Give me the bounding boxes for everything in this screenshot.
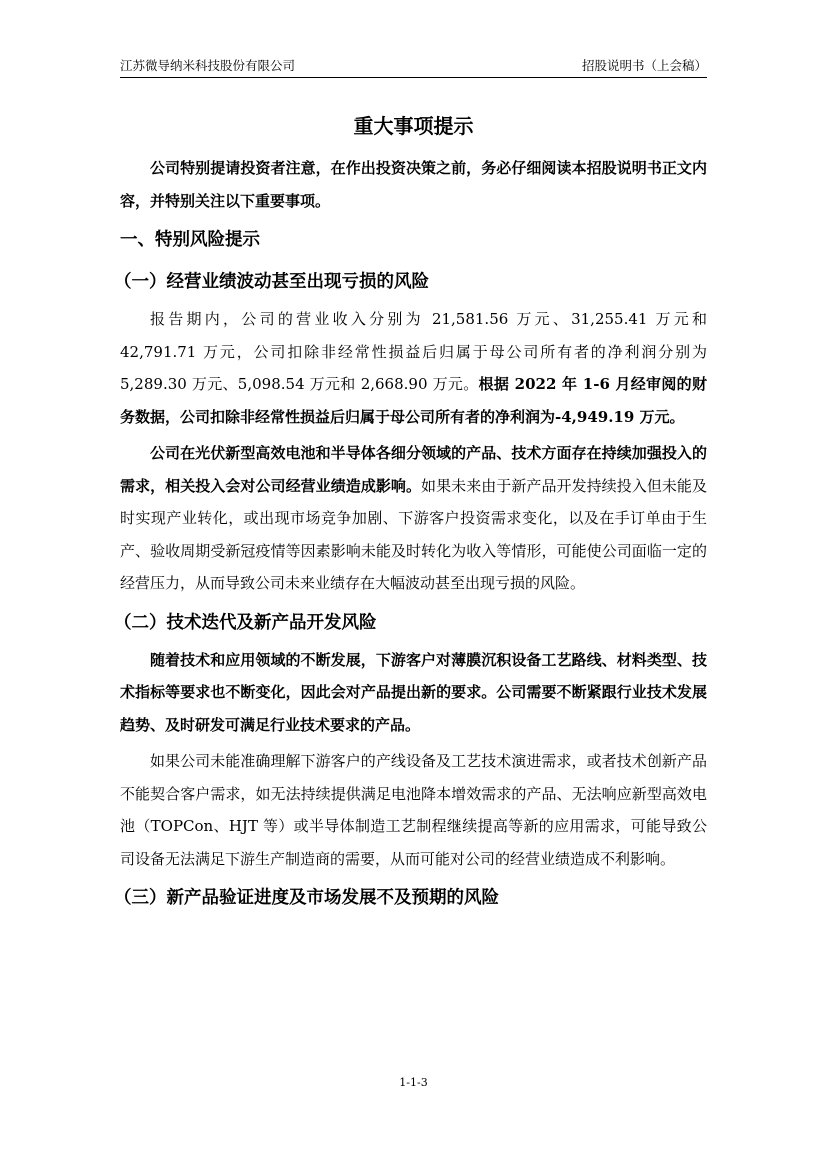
page-content: [114, 110, 707, 919]
risk1-p1-normal-text: 报告期内，公司的营业收入分别为 21,581.56 万元、31,255.41 万元和 42,791.71 万元，公司扣除非经常性损益后归属于母公司所有者的净利润分别为 5,289.30 万元、5,098.54 万元和 2,668.90 万元。: [120, 310, 707, 393]
page-number: 1-1-3: [399, 1076, 428, 1089]
risk1-p1-bold-text: 根据 2022 年 1-6 月经审阅的财务数据，公司扣除非经常性损益后归属于母公司所有者的净利润为-4,949.19 万元。: [120, 375, 707, 426]
risk1-paragraph-2: [120, 437, 707, 600]
header-company-name: 江苏微导纳米科技股份有限公司: [120, 58, 296, 73]
risk1-paragraph-1: [120, 303, 707, 433]
risk-heading-performance: （一）经营业绩波动甚至出现亏损的风险: [114, 272, 429, 292]
page-header: [120, 55, 707, 78]
section-heading-special-risks: 一、特别风险提示: [120, 230, 260, 250]
risk2-paragraph-1: 随着技术和应用领域的不断发展，下游客户对薄膜沉积设备工艺路线、材料类型、技术指标等要求也不断变化，因此会对产品提出新的要求。公司需要不断紧跟行业技术发展趋势、及时研发可满足行业技术要求的产品。: [120, 650, 707, 734]
risk-heading-new-product-validation: （三）新产品验证进度及市场发展不及预期的风险: [114, 888, 499, 908]
risk-heading-technology: （二）技术迭代及新产品开发风险: [114, 612, 377, 633]
risk2-paragraph-2: 如果公司未能准确理解下游客户的产线设备及工艺技术演进需求，或者技术创新产品不能契合客户需求，如无法持续提供满足电池降本增效需求的产品、无法响应新型高效电池（TOPCon、HJT 等）或半导体制造工艺制程继续提高等新的应用需求，可能导致公司设备无法满足下游生产制造商的需要，从而可能对公司的经营业绩造成不利影响。: [120, 752, 707, 868]
header-document-type: 招股说明书（上会稿）: [581, 58, 707, 73]
risk1-p2-normal-text: 如果未来由于新产品开发持续投入但未能及时实现产业转化，或出现市场竞争加剧、下游客户投资需求变化，以及在手订单由于生产、验收周期受新冠疫情等因素影响未能及时转化为收入等情形，可能使公司面临一定的经营压力，从而导致公司未来业绩存在大幅波动甚至出现亏损的风险。: [120, 476, 707, 592]
risk1-p2-bold-text: 公司在光伏新型高效电池和半导体各细分领域的产品、技术方面存在持续加强投入的需求，相关投入会对公司经营业绩造成影响。: [120, 444, 707, 495]
intro-paragraph: 公司特别提请投资者注意，在作出投资决策之前，务必仔细阅读本招股说明书正文内容，并特别关注以下重要事项。: [120, 159, 707, 210]
page-title: 重大事项提示: [353, 114, 474, 138]
